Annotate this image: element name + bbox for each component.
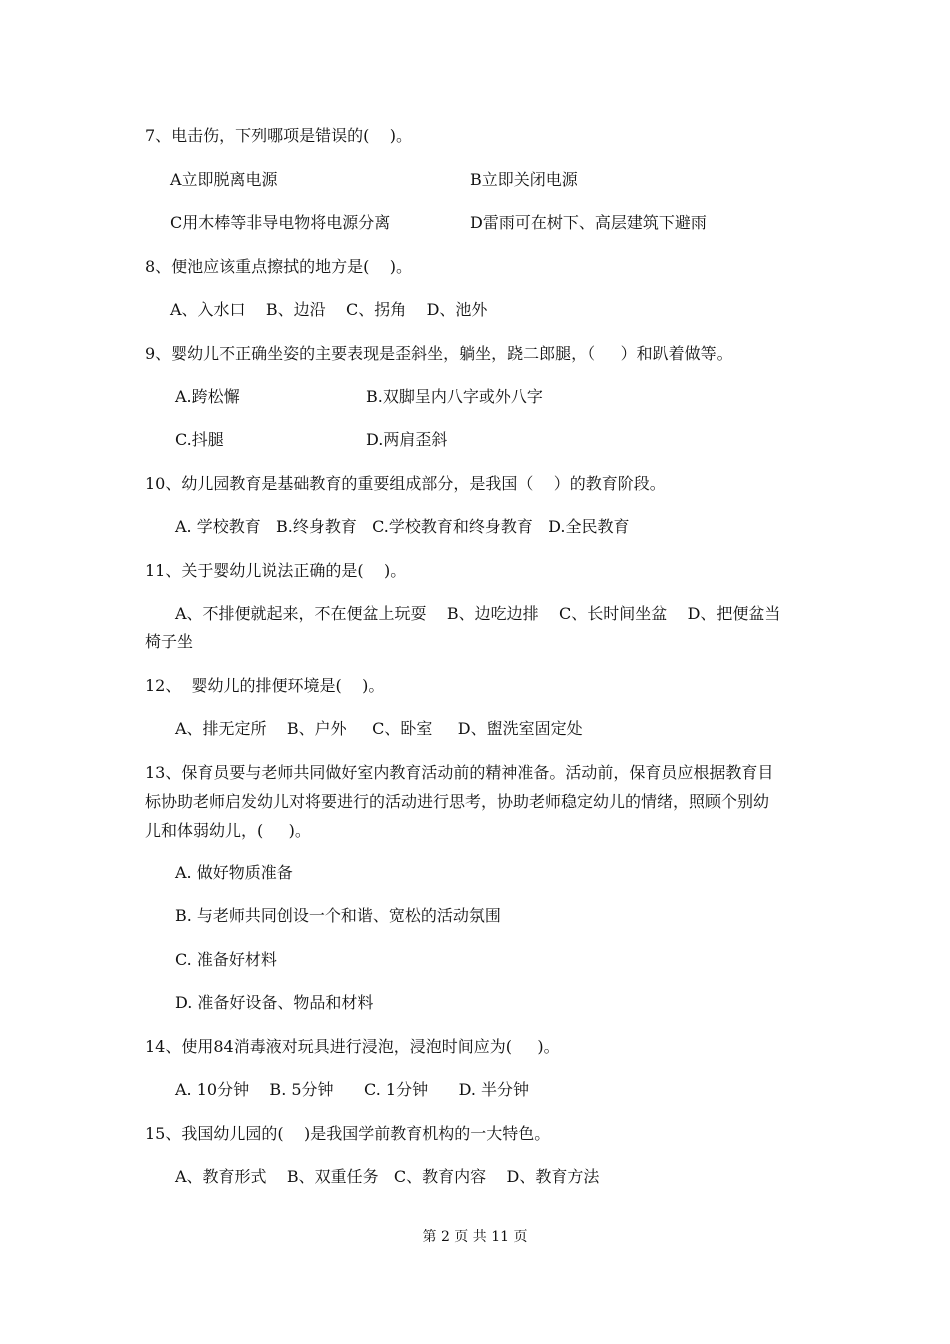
question-8-stem: 8、便池应该重点擦拭的地方是( )。 xyxy=(145,257,413,276)
question-7-option-a: A立即脱离电源 xyxy=(170,170,278,189)
question-9-option-b: B.双脚呈内八字或外八字 xyxy=(366,387,543,406)
question-12-options: A、排无定所 B、户外 C、卧室 D、盥洗室固定处 xyxy=(175,719,583,738)
question-7-option-c: C用木棒等非导电物将电源分离 xyxy=(170,213,391,232)
question-7-stem: 7、电击伤，下列哪项是错误的( )。 xyxy=(145,126,413,145)
question-15-stem: 15、我国幼儿园的( )是我国学前教育机构的一大特色。 xyxy=(145,1124,551,1143)
question-7-option-b: B立即关闭电源 xyxy=(470,170,578,189)
question-9-stem: 9、婴幼儿不正确坐姿的主要表现是歪斜坐，躺坐，跷二郎腿，（ ）和趴着做等。 xyxy=(145,344,733,363)
question-11-options-line-1: A、不排便就起来，不在便盆上玩耍 B、边吃边排 C、长时间坐盆 D、把便盆当 xyxy=(175,604,781,623)
question-9-option-c: C.抖腿 xyxy=(175,430,224,449)
question-13-stem-line-3: 儿和体弱幼儿，( )。 xyxy=(145,821,311,840)
question-11-options-line-2: 椅子坐 xyxy=(145,632,194,651)
page-number-footer: 第 2 页 共 11 页 xyxy=(422,1229,528,1245)
question-8-options: A、入水口 B、边沿 C、拐角 D、池外 xyxy=(170,300,488,319)
question-12-stem: 12、 婴幼儿的排便环境是( )。 xyxy=(145,676,385,695)
question-13-stem-line-2: 标协助老师启发幼儿对将要进行的活动进行思考，协助老师稳定幼儿的情绪，照顾个别幼 xyxy=(145,792,770,811)
question-9-option-a: A.跨松懈 xyxy=(175,387,240,406)
question-14-options: A. 10分钟 B. 5分钟 C. 1分钟 D. 半分钟 xyxy=(175,1080,530,1099)
question-13-option-d: D. 准备好设备、物品和材料 xyxy=(175,993,374,1012)
question-13-option-a: A. 做好物质准备 xyxy=(175,863,293,882)
question-13-stem-line-1: 13、保育员要与老师共同做好室内教育活动前的精神准备。活动前，保育员应根据教育目 xyxy=(145,763,774,782)
question-11-stem: 11、关于婴幼儿说法正确的是( )。 xyxy=(145,561,407,580)
question-13-option-b: B. 与老师共同创设一个和谐、宽松的活动氛围 xyxy=(175,906,501,925)
question-7-option-d: D雷雨可在树下、高层建筑下避雨 xyxy=(470,213,707,232)
question-10-stem: 10、幼儿园教育是基础教育的重要组成部分，是我国（ ）的教育阶段。 xyxy=(145,474,666,493)
question-15-options: A、教育形式 B、双重任务 C、教育内容 D、教育方法 xyxy=(175,1167,600,1186)
question-10-options: A. 学校教育 B.终身教育 C.学校教育和终身教育 D.全民教育 xyxy=(175,517,630,536)
question-13-option-c: C. 准备好材料 xyxy=(175,950,277,969)
question-9-option-d: D.两肩歪斜 xyxy=(366,430,448,449)
question-14-stem: 14、使用84消毒液对玩具进行浸泡，浸泡时间应为( )。 xyxy=(145,1037,560,1056)
